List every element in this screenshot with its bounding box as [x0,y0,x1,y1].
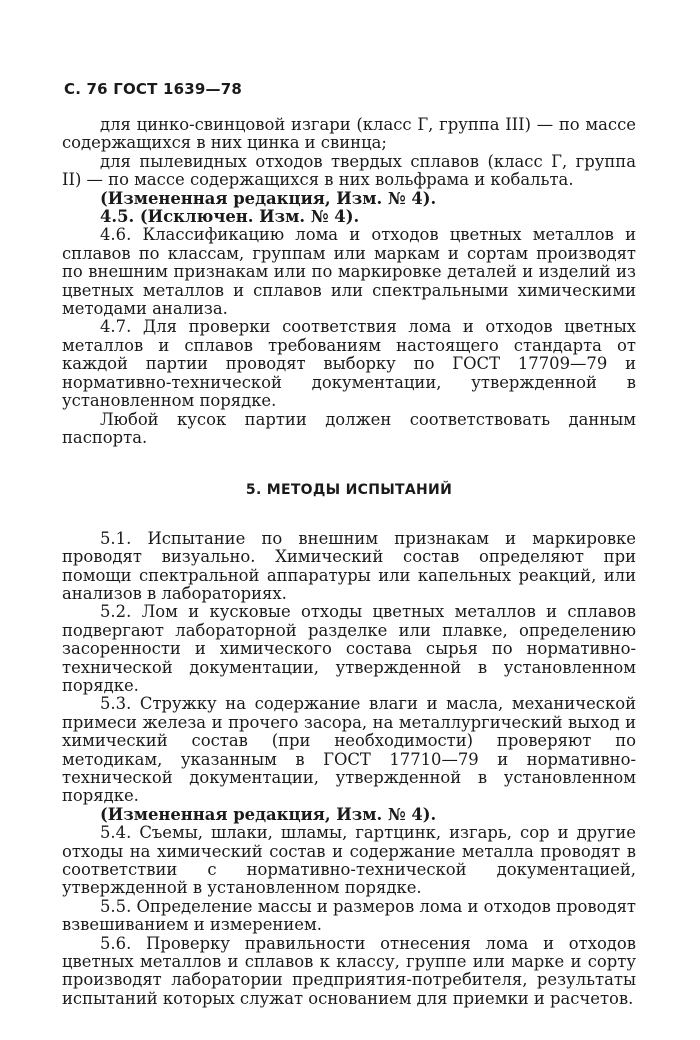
section-title: 5. МЕТОДЫ ИСПЫТАНИЙ [245,482,453,499]
clause-5-1: 5.1. Испытание по внешним признакам и маркировке проводят визуально. Химический состав определяют при помощи спектральной аппаратуры или капельных реакций, или анализов в лабораториях. [62,528,636,603]
clause-5-6: 5.6. Проверку правильности отнесения лома и отходов цветных металлов и сплавов к классу, группе или марке и сорту производят лаборатории предприятия-потребителя, результаты испытаний которых служат основанием для приемки и расчетов. [62,933,636,1008]
bottom-paragraphs [62,530,636,1009]
clause-5-4: 5.4. Съемы, шлаки, шламы, гартцинк, изгарь, сор и другие отходы на химический состав и содержание металла проводят в соответствии с нормативно-технической документацией, утвержденной в установленном порядке. [62,823,636,898]
clause-5-2: 5.2. Лом и кусковые отходы цветных металлов и сплавов подвергают лабораторной разделке или плавке, определению засоренности и химического состава сырья по нормативно-технической документации, утвержденной в установленном порядке. [62,602,636,695]
amendment-note: (Измененная редакция, Изм. № 4). [100,188,437,208]
document-body [62,116,636,1008]
top-paragraphs [62,116,636,447]
clause-5-3: 5.3. Стружку на содержание влаги и масла, механической примеси железа и прочего засора, на металлургический выход и химический состав (при необходимости) проверяют по методикам, указанным в ГОСТ 17710—79 и нормативно-технической документации, утвержденной в установленном порядке. [62,694,636,806]
clause-4-7: 4.7. Для проверки соответствия лома и отходов цветных металлов и сплавов требованиям настоящего стандарта от каждой партии проводят выборку по ГОСТ 17709—79 и нормативно-технической документации, утвержденной в установленном порядке. [62,317,636,411]
paragraph: Любой кусок партии должен соответствовать данным паспорта. [62,409,636,447]
clause-5-5: 5.5. Определение массы и размеров лома и отходов проводят взвешиванием и измерением. [62,896,636,935]
paragraph: для пылевидных отходов твердых сплавов (класс Г, группа II) — по массе содержащихся в них вольфрама и кобальта. [62,151,636,190]
clause-4-6: 4.6. Классификацию лома и отходов цветных металлов и сплавов по классам, группам или маркам и сортам производят по внешним признакам или по маркировке деталей и изделий из цветных металлов и сплавов или спектральными химическими методами анализа. [62,225,636,319]
paragraph: для цинко-свинцовой изгари (класс Г, группа III) — по массе содержащихся в них цинка и свинца; [62,115,636,153]
page-header: С. 76 ГОСТ 1639—78 [64,80,243,98]
clause-4-5: 4.5. (Исключен. Изм. № 4). [100,207,360,227]
amendment-note: (Измененная редакция, Изм. № 4). [100,804,437,824]
